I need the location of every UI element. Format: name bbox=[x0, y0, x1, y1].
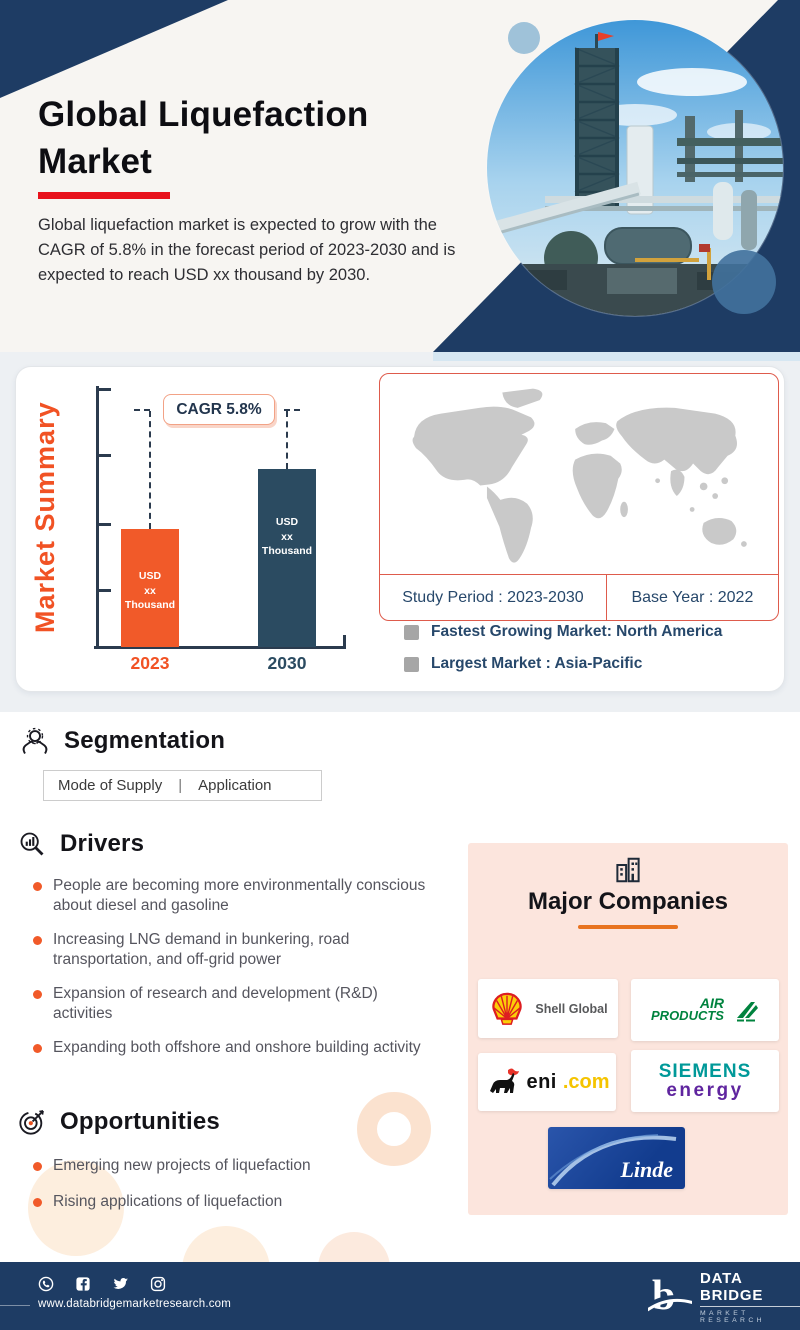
eni-tld: .com bbox=[562, 1070, 610, 1093]
driver-text: Expansion of research and development (R&D) activities bbox=[53, 985, 378, 1023]
major-companies-panel bbox=[468, 843, 788, 1215]
dashed-stub-right bbox=[284, 409, 300, 411]
bar-2023-label-usd: USD bbox=[138, 570, 162, 582]
x-label-2030: 2030 bbox=[267, 653, 307, 673]
dashed-line-2030 bbox=[286, 411, 288, 469]
dashed-line-2023 bbox=[149, 411, 151, 529]
opportunity-item bbox=[33, 1156, 433, 1176]
bar-2030-label-xx: xx bbox=[281, 530, 293, 543]
bullet-dot-icon bbox=[33, 882, 42, 891]
data-bridge-mark-icon bbox=[648, 1271, 692, 1323]
drivers-header bbox=[18, 830, 144, 858]
driver-item bbox=[33, 876, 433, 917]
driver-item bbox=[33, 930, 433, 971]
bullet-dot-icon bbox=[33, 1044, 42, 1053]
target-icon bbox=[18, 1108, 46, 1136]
facebook-icon[interactable] bbox=[75, 1276, 91, 1292]
donut-decor bbox=[357, 1092, 431, 1166]
market-description: Global liquefaction market is expected to grow with the CAGR of 5.8% in the forecast period of 2023-2030 and is expected to reach USD xx thousand by 2030. bbox=[38, 216, 456, 284]
shell-pecten-icon bbox=[488, 991, 526, 1027]
buildings-icon bbox=[613, 855, 643, 885]
major-companies-heading: Major Companies bbox=[527, 888, 729, 915]
bar-2030 bbox=[258, 469, 316, 647]
y-tick bbox=[96, 388, 111, 391]
company-logo-linde bbox=[548, 1127, 685, 1189]
data-bridge-title: DATA BRIDGE bbox=[700, 1270, 800, 1307]
world-map-panel bbox=[379, 373, 779, 621]
driver-item bbox=[33, 1038, 433, 1058]
instagram-icon[interactable] bbox=[150, 1276, 166, 1292]
whatsapp-icon[interactable] bbox=[38, 1276, 54, 1292]
cagr-callout: CAGR 5.8% bbox=[163, 394, 275, 425]
footer bbox=[0, 1262, 800, 1330]
bullet-dot-icon bbox=[33, 990, 42, 999]
company-logo-siemens-energy bbox=[631, 1050, 779, 1112]
segmentation-box bbox=[43, 770, 322, 801]
driver-text: Increasing LNG demand in bunkering, road transportation, and off-grid power bbox=[53, 931, 350, 969]
peach-blob-decor bbox=[182, 1226, 270, 1262]
bullet-dot-icon bbox=[33, 936, 42, 945]
bar-2030-label-thousand: Thousand bbox=[261, 545, 313, 558]
legend-largest-market-text: Largest Market : Asia-Pacific bbox=[431, 655, 643, 672]
bullet-dot-icon bbox=[33, 1198, 42, 1207]
segmentation-heading: Segmentation bbox=[64, 727, 226, 754]
opportunities-header bbox=[18, 1108, 220, 1136]
y-tick bbox=[96, 523, 111, 526]
page-title bbox=[38, 92, 368, 185]
data-bridge-logo bbox=[648, 1270, 800, 1324]
shell-label: Shell Global bbox=[535, 1001, 608, 1016]
linde-label: Linde bbox=[620, 1157, 673, 1182]
company-logo-shell bbox=[478, 979, 618, 1038]
chart-y-axis bbox=[96, 386, 99, 649]
air-products-line1: AIR bbox=[699, 995, 724, 1012]
opportunity-item bbox=[33, 1192, 433, 1212]
opportunity-text: Emerging new projects of liquefaction bbox=[53, 1157, 311, 1174]
energy-text: energy bbox=[666, 1080, 744, 1102]
y-tick bbox=[96, 589, 111, 592]
magnifier-chart-icon bbox=[18, 830, 46, 858]
study-period: Study Period : 2023-2030 bbox=[380, 575, 607, 620]
header bbox=[0, 0, 800, 352]
title-line-2: Market bbox=[38, 141, 153, 181]
website-url[interactable]: www.databridgemarketresearch.com bbox=[38, 1298, 232, 1310]
blue-dot-decor bbox=[508, 22, 540, 54]
world-map bbox=[380, 374, 778, 574]
hands-globe-icon bbox=[20, 726, 50, 756]
title-underline bbox=[38, 192, 170, 199]
siemens-text: SIEMENS bbox=[658, 1060, 752, 1082]
driver-text: People are becoming more environmentally conscious about diesel and gasoline bbox=[53, 877, 426, 915]
x-label-2023: 2023 bbox=[130, 653, 170, 673]
bar-2023 bbox=[121, 529, 179, 647]
bar-2023-label-xx: xx bbox=[144, 584, 156, 597]
peach-blob-decor bbox=[318, 1232, 390, 1262]
linde-logo-bg bbox=[548, 1127, 685, 1189]
segmentation-header bbox=[20, 726, 225, 756]
bar-2030-label-usd: USD bbox=[275, 516, 299, 528]
opportunity-text: Rising applications of liquefaction bbox=[53, 1193, 283, 1210]
segment-application[interactable]: Application bbox=[198, 777, 272, 794]
base-year: Base Year : 2022 bbox=[631, 588, 754, 606]
url-tick-line bbox=[0, 1305, 30, 1306]
market-summary-label: Market Summary bbox=[30, 401, 60, 633]
social-icons bbox=[38, 1276, 166, 1292]
drivers-heading: Drivers bbox=[60, 830, 145, 857]
blue-circle-decor bbox=[712, 250, 776, 314]
segment-mode-of-supply[interactable]: Mode of Supply bbox=[58, 777, 163, 794]
market-summary-card bbox=[15, 366, 785, 692]
air-products-line2: PRODUCTS bbox=[651, 1008, 724, 1024]
content-section bbox=[0, 712, 800, 1262]
eni-dog-icon bbox=[484, 1067, 520, 1097]
y-tick bbox=[96, 454, 111, 457]
major-companies-underline bbox=[578, 925, 678, 929]
world-map-svg bbox=[387, 381, 771, 567]
company-logo-eni bbox=[478, 1053, 616, 1111]
market-summary-section bbox=[0, 352, 800, 712]
legend-largest-market bbox=[404, 655, 642, 673]
company-logo-air-products bbox=[631, 979, 779, 1041]
eni-name: eni bbox=[526, 1070, 557, 1093]
bar-2023-label-thousand: Thousand bbox=[124, 599, 176, 612]
driver-text: Expanding both offshore and onshore building activity bbox=[53, 1039, 421, 1056]
legend-fastest-growing-text: Fastest Growing Market: North America bbox=[431, 623, 723, 640]
air-products-arrow-icon bbox=[733, 998, 759, 1022]
twitter-icon[interactable] bbox=[112, 1276, 129, 1292]
svg-text:b: b bbox=[652, 1273, 676, 1319]
driver-item bbox=[33, 984, 433, 1025]
blue-strip-decor bbox=[433, 352, 800, 361]
opportunities-heading: Opportunities bbox=[60, 1108, 220, 1135]
bullet-dot-icon bbox=[33, 1162, 42, 1171]
data-bridge-subtitle: MARKET RESEARCH bbox=[700, 1310, 765, 1324]
study-info-row bbox=[380, 574, 778, 620]
legend-square-icon bbox=[404, 657, 419, 672]
title-line-1: Global Liquefaction bbox=[38, 95, 369, 134]
legend-square-icon bbox=[404, 625, 419, 640]
dashed-stub-left bbox=[134, 409, 150, 411]
legend-fastest-growing bbox=[404, 623, 722, 641]
chart-x-axis-end bbox=[343, 635, 346, 649]
segment-separator: | bbox=[178, 777, 183, 794]
